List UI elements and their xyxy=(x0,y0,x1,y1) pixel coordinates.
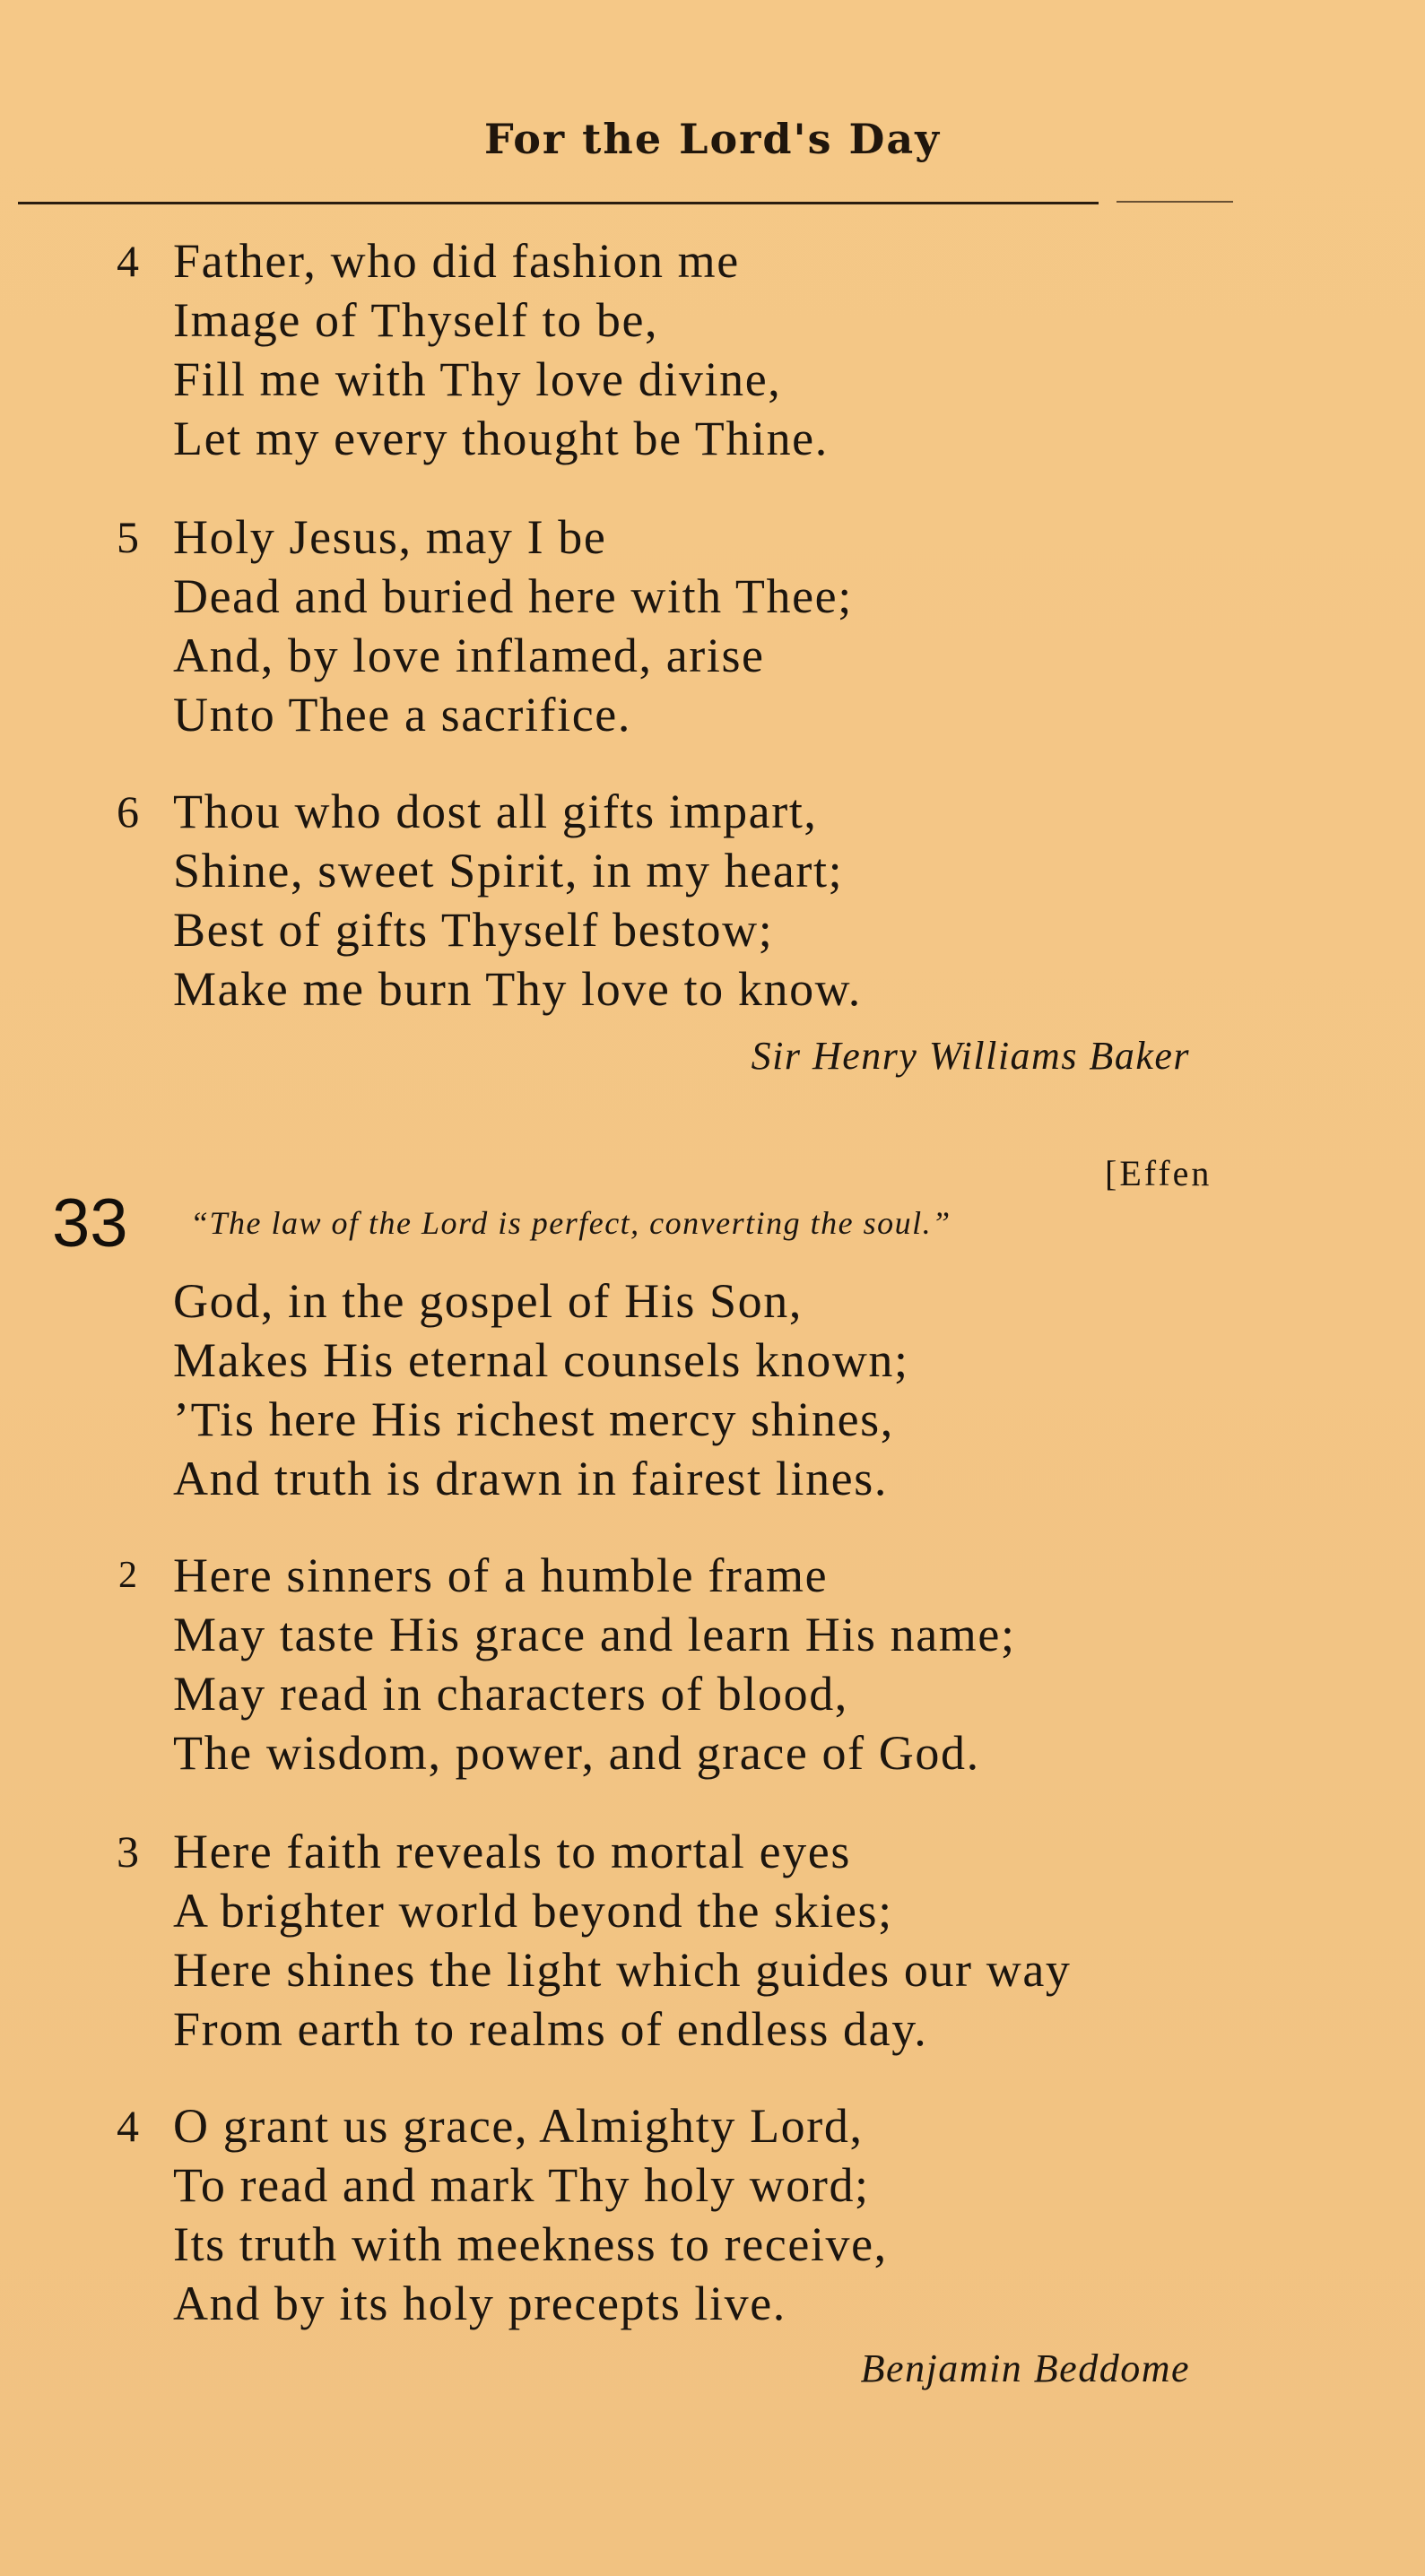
hymn-line: Best of gifts Thyself bestow; xyxy=(173,903,774,957)
hymn-line: And, by love inflamed, arise xyxy=(173,629,765,682)
hymn-line: Dead and buried here with Thee; xyxy=(173,569,853,623)
header-rule-tail xyxy=(1117,201,1233,203)
hymn-line: Make me burn Thy love to know. xyxy=(173,962,862,1016)
hymn-line: A brighter world beyond the skies; xyxy=(173,1884,893,1938)
author-attribution: Sir Henry Williams Baker xyxy=(751,1034,1190,1078)
tune-name: [Effen xyxy=(1105,1153,1212,1193)
hymn-epigraph: “The law of the Lord is perfect, converting the soul.” xyxy=(190,1205,951,1241)
hymn-line: Its truth with meekness to receive, xyxy=(173,2217,888,2271)
hymn-line: Holy Jesus, may I be xyxy=(173,510,607,564)
author-attribution: Benjamin Beddome xyxy=(860,2346,1190,2390)
stanza-number: 3 xyxy=(117,1826,139,1877)
hymn-line: Here sinners of a humble frame xyxy=(173,1548,829,1602)
hymn-line: Let my every thought be Thine. xyxy=(173,412,829,465)
stanza-number: 4 xyxy=(117,236,139,286)
stanza-number: 6 xyxy=(117,786,139,837)
hymn-line: The wisdom, power, and grace of God. xyxy=(173,1726,980,1780)
hymn-line: Thou who dost all gifts impart, xyxy=(173,785,818,838)
hymn-line: May taste His grace and learn His name; xyxy=(173,1608,1016,1661)
hymn-line: May read in characters of blood, xyxy=(173,1667,848,1721)
hymn-line: From earth to realms of endless day. xyxy=(173,2002,928,2056)
hymn-line: To read and mark Thy holy word; xyxy=(173,2158,870,2212)
stanza-number: 5 xyxy=(117,512,139,562)
hymn-line: God, in the gospel of His Son, xyxy=(173,1274,803,1328)
stanza-number: 2 xyxy=(118,1555,137,1596)
hymn-line: Unto Thee a sacrifice. xyxy=(173,688,631,742)
stanza-number: 4 xyxy=(117,2101,139,2151)
hymn-line: Fill me with Thy love divine, xyxy=(173,352,782,406)
hymn-line: Here faith reveals to mortal eyes xyxy=(173,1825,851,1878)
hymn-line: Makes His eternal counsels known; xyxy=(173,1333,909,1387)
hymn-line: O grant us grace, Almighty Lord, xyxy=(173,2099,864,2153)
hymn-line: ’Tis here His richest mercy shines, xyxy=(173,1392,894,1446)
hymn-line: Shine, sweet Spirit, in my heart; xyxy=(173,844,844,898)
running-head: For the Lord's Day xyxy=(484,115,941,163)
hymn-line: Here shines the light which guides our way xyxy=(173,1943,1072,1997)
hymn-line: And truth is drawn in fairest lines. xyxy=(173,1452,888,1505)
hymn-number: 33 xyxy=(52,1185,128,1262)
hymn-line: And by its holy precepts live. xyxy=(173,2277,786,2330)
hymn-line: Image of Thyself to be, xyxy=(173,293,659,347)
header-rule xyxy=(18,202,1099,204)
hymn-line: Father, who did fashion me xyxy=(173,234,740,288)
